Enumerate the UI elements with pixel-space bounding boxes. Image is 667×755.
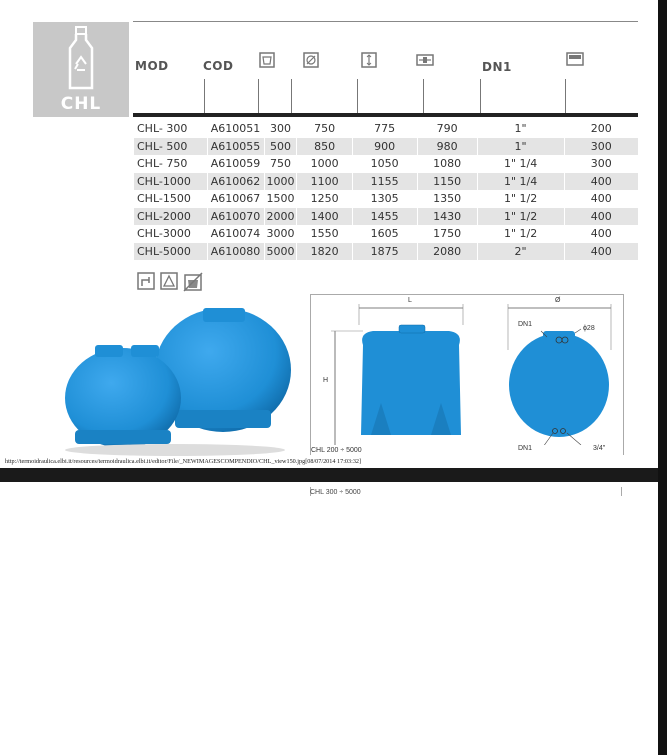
table-cell: 1050 — [352, 155, 417, 173]
weight-icon — [566, 52, 584, 66]
table-row — [134, 208, 639, 226]
table-cell: 300 — [264, 120, 297, 138]
table-cell: 1305 — [352, 190, 417, 208]
table-cell: 3000 — [264, 225, 297, 243]
table-cell: 1080 — [417, 155, 477, 173]
drawing-caption: CHL 200 ÷ 5000 — [311, 447, 362, 454]
table-cell: CHL-5000 — [134, 243, 208, 261]
lower-drawing-border — [621, 487, 622, 496]
table-cell: A610070 — [207, 208, 264, 226]
spec-table — [133, 120, 638, 260]
height-icon — [361, 52, 377, 68]
header-mod: MOD — [135, 59, 169, 73]
header-rule — [133, 21, 638, 22]
table-cell: 1605 — [352, 225, 417, 243]
table-row — [134, 155, 639, 173]
table-row — [134, 243, 639, 261]
table-cell: 980 — [417, 138, 477, 156]
table-cell: A610059 — [207, 155, 264, 173]
table-row — [134, 138, 639, 156]
table-cell: 1" 1/4 — [477, 173, 564, 191]
table-cell: 2" — [477, 243, 564, 261]
label-dn1-top: DN1 — [518, 321, 533, 328]
table-cell: 1430 — [417, 208, 477, 226]
table-cell: A610067 — [207, 190, 264, 208]
table-cell: 1400 — [297, 208, 352, 226]
length-icon — [416, 54, 434, 66]
table-cell: 850 — [297, 138, 352, 156]
label-phi28: ϕ28 — [583, 325, 595, 332]
table-cell: 1820 — [297, 243, 352, 261]
table-cell: 900 — [352, 138, 417, 156]
table-cell: 1000 — [264, 173, 297, 191]
table-row — [134, 190, 639, 208]
table-cell: 1" — [477, 138, 564, 156]
label-height: H — [323, 377, 329, 384]
table-cell: A610051 — [207, 120, 264, 138]
table-cell: CHL-2000 — [134, 208, 208, 226]
table-cell: A610055 — [207, 138, 264, 156]
column-divider — [291, 79, 292, 115]
table-cell: 1000 — [297, 155, 352, 173]
logo-label: CHL — [60, 94, 102, 114]
column-divider — [204, 79, 205, 115]
table-cell: 1875 — [352, 243, 417, 261]
table-cell: 1100 — [297, 173, 352, 191]
table-cell: 1750 — [417, 225, 477, 243]
column-divider — [258, 79, 259, 115]
technical-drawing — [310, 294, 624, 455]
water-outlet-icon — [137, 272, 155, 290]
table-cell: 775 — [352, 120, 417, 138]
column-divider — [480, 79, 481, 115]
label-dn1-bottom: DN1 — [518, 445, 533, 452]
column-divider — [423, 79, 424, 115]
table-cell: 1550 — [297, 225, 352, 243]
table-cell: 790 — [417, 120, 477, 138]
table-cell: 200 — [564, 120, 638, 138]
label-diameter: Ø — [555, 297, 561, 304]
table-cell: 300 — [564, 138, 638, 156]
table-cell: CHL-1000 — [134, 173, 208, 191]
table-cell: CHL- 500 — [134, 138, 208, 156]
table-cell: CHL-1500 — [134, 190, 208, 208]
label-length: L — [408, 297, 412, 304]
table-cell: 400 — [564, 243, 638, 261]
warning-triangle-icon — [160, 272, 178, 290]
table-cell: 400 — [564, 225, 638, 243]
table-cell: A610074 — [207, 225, 264, 243]
table-cell: 1" 1/2 — [477, 208, 564, 226]
lower-caption: CHL 300 ÷ 5000 — [310, 489, 361, 496]
table-cell: 2080 — [417, 243, 477, 261]
table-cell: 1455 — [352, 208, 417, 226]
table-cell: 500 — [264, 138, 297, 156]
chl-logo — [33, 22, 129, 117]
column-divider — [565, 79, 566, 115]
table-row — [134, 225, 639, 243]
table-cell: 1150 — [417, 173, 477, 191]
table-cell: 1250 — [297, 190, 352, 208]
table-cell: 750 — [264, 155, 297, 173]
table-cell: 1" 1/2 — [477, 225, 564, 243]
table-cell: 400 — [564, 173, 638, 191]
header-dn1: DN1 — [482, 60, 512, 74]
viewer-edge — [658, 0, 667, 755]
table-cell: 300 — [564, 155, 638, 173]
table-cell: 400 — [564, 208, 638, 226]
tanks-product-photo — [55, 300, 300, 460]
table-header-rule — [133, 113, 638, 117]
table-cell: 5000 — [264, 243, 297, 261]
source-url: http://termoidraulica.elbi.it/resources/termoidraulica.elbi.it/editor/File/_NEWIMAGESCOMPENDIO/CHL_view150.jpg[08/07/2014 17:03:32] — [5, 458, 362, 465]
diameter-icon — [303, 52, 319, 68]
header-cod: COD — [203, 59, 234, 73]
label-three-quarter: 3/4" — [593, 445, 606, 452]
table-cell: 1155 — [352, 173, 417, 191]
table-cell: 750 — [297, 120, 352, 138]
table-cell: 400 — [564, 190, 638, 208]
table-cell: CHL- 750 — [134, 155, 208, 173]
table-cell: A610062 — [207, 173, 264, 191]
table-cell: 1350 — [417, 190, 477, 208]
table-row — [134, 120, 639, 138]
table-cell: 1500 — [264, 190, 297, 208]
column-divider — [357, 79, 358, 115]
table-cell: 2000 — [264, 208, 297, 226]
table-cell: CHL-3000 — [134, 225, 208, 243]
dimension-diagram — [311, 295, 623, 445]
capacity-icon — [259, 52, 275, 68]
page-separator — [0, 468, 667, 482]
table-cell: CHL- 300 — [134, 120, 208, 138]
table-cell: 1" 1/2 — [477, 190, 564, 208]
table-cell: A610080 — [207, 243, 264, 261]
recycle-bottle-icon — [65, 26, 97, 92]
table-cell: 1" 1/4 — [477, 155, 564, 173]
table-cell: 1" — [477, 120, 564, 138]
table-row — [134, 173, 639, 191]
not-for-drinking-icon — [183, 272, 203, 292]
